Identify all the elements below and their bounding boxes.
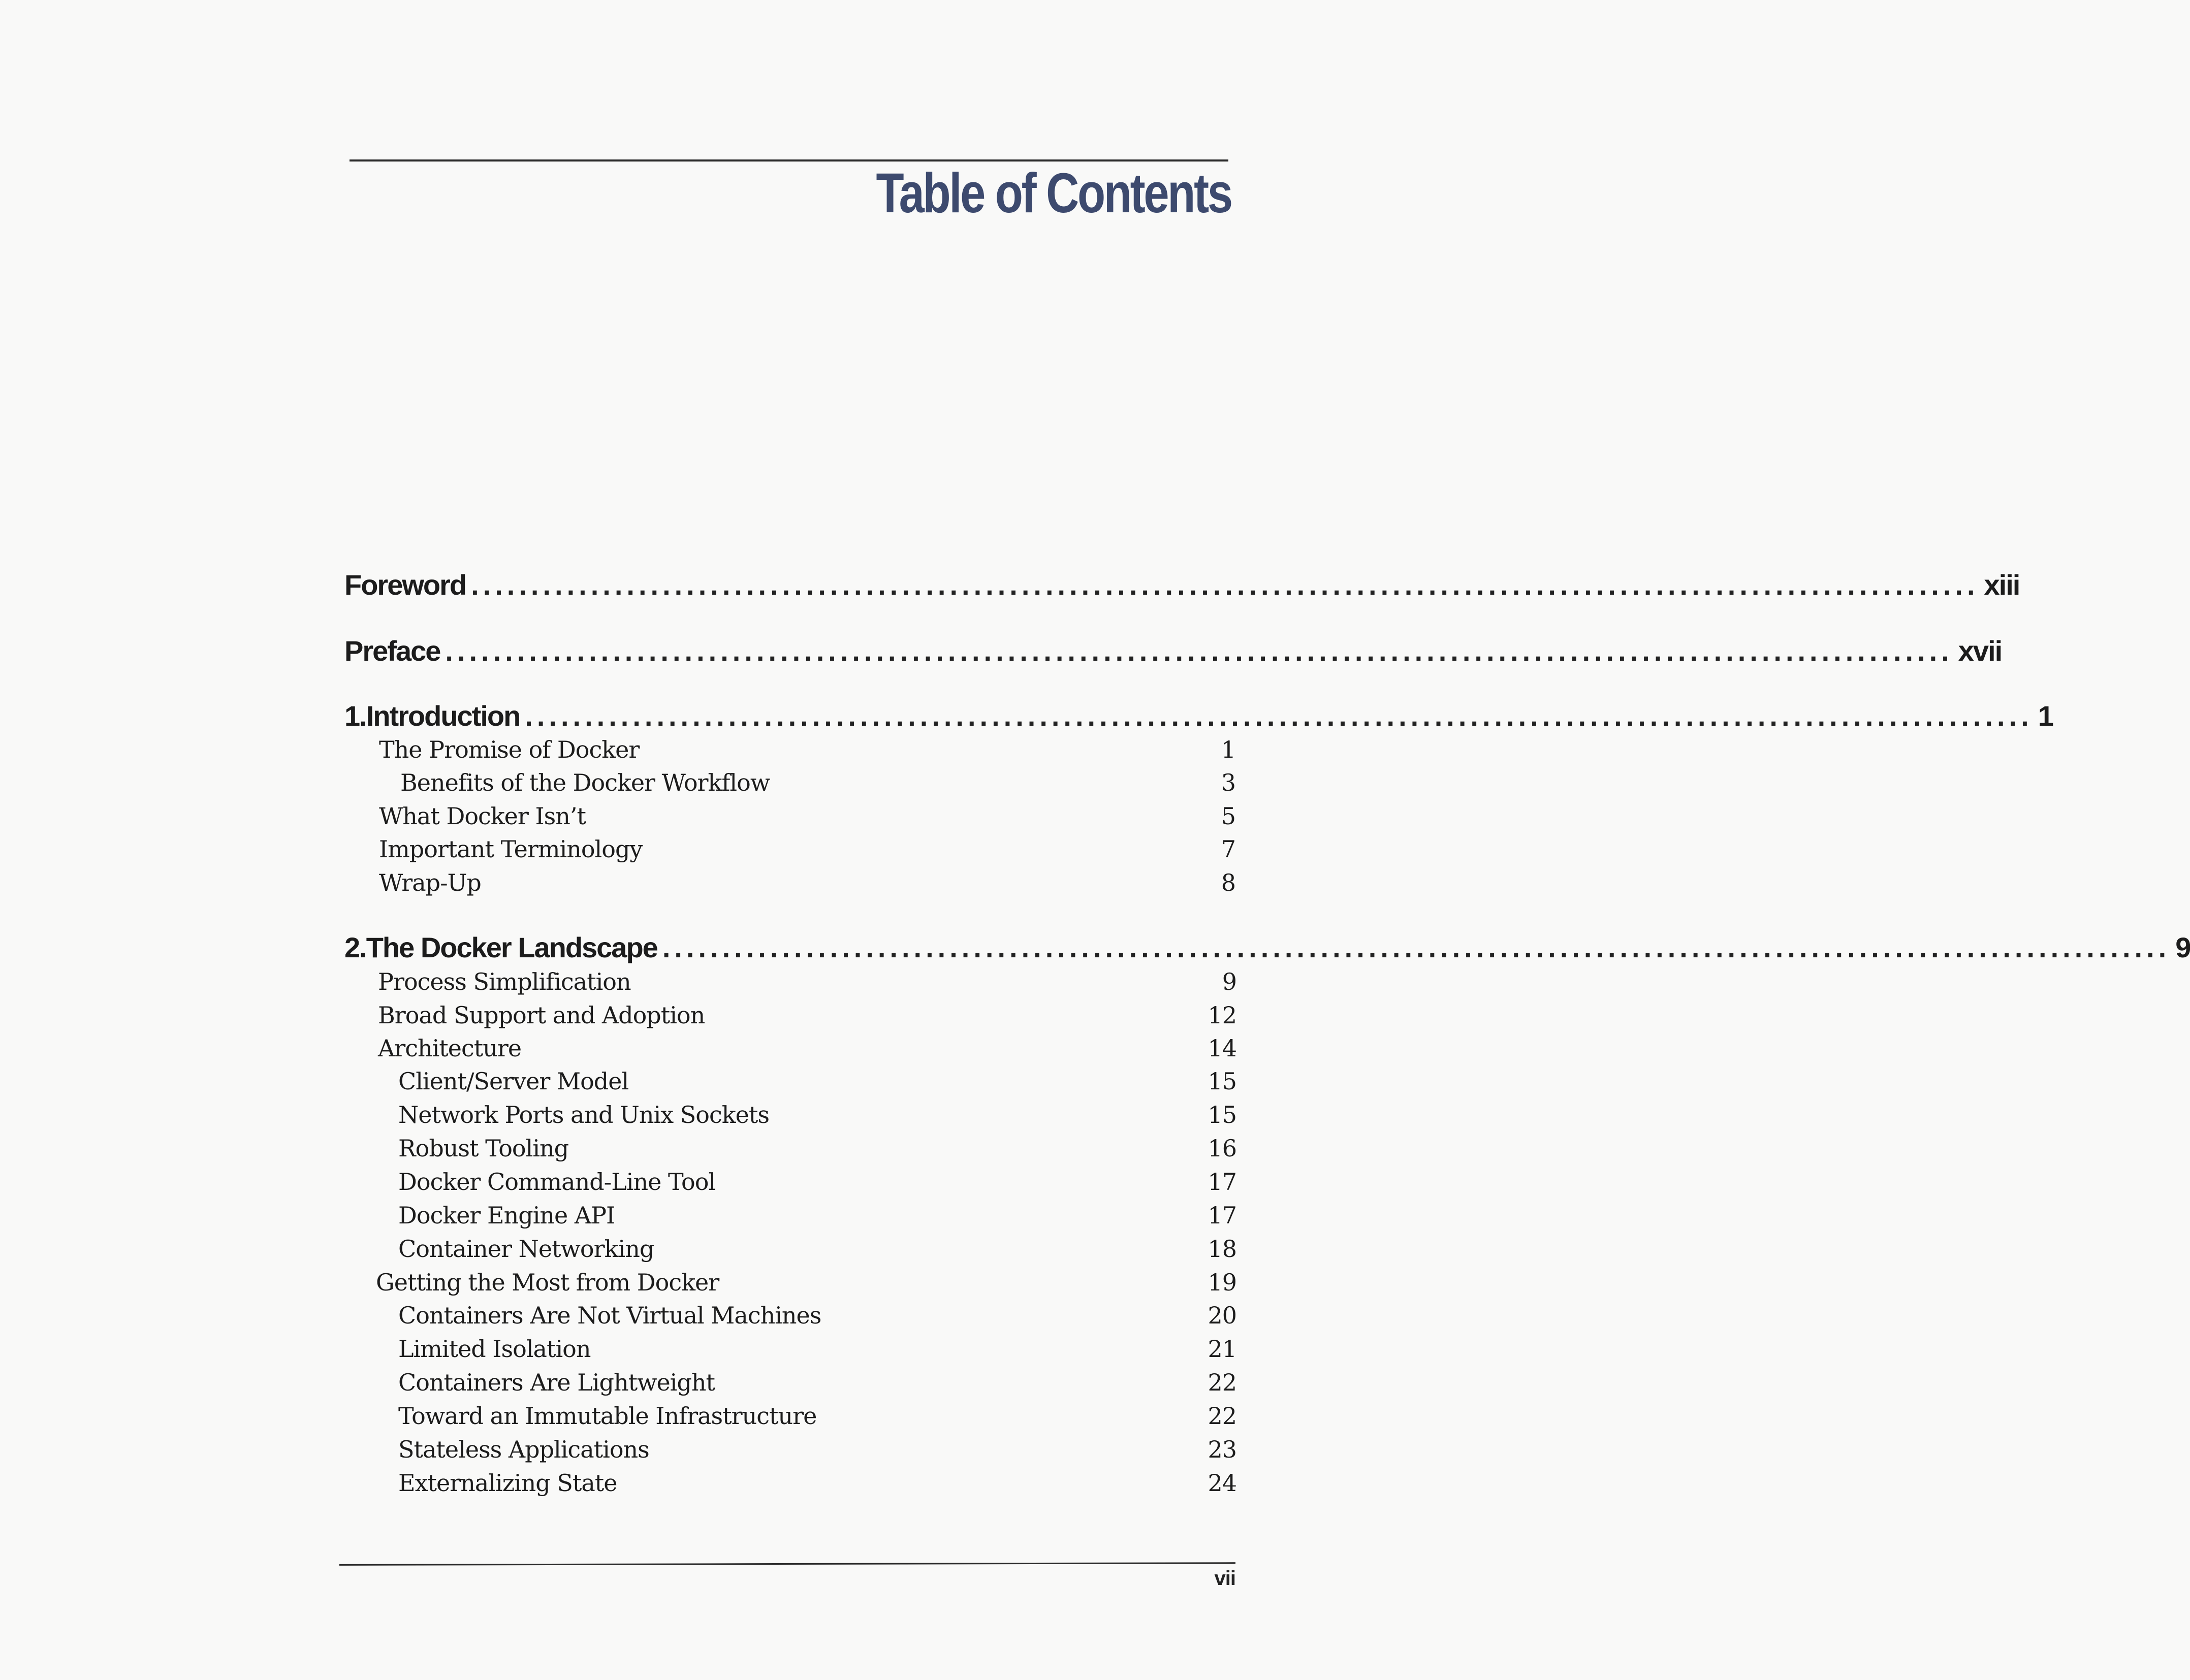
section-title: The Promise of Docker	[379, 736, 640, 763]
section-title: Robust Tooling	[398, 1135, 569, 1162]
toc-chapter-2[interactable]	[344, 929, 2190, 965]
entry-title: Preface	[344, 634, 440, 667]
dot-leader: ..............................................................................................................................	[662, 931, 2171, 963]
section-title: Getting the Most from Docker	[376, 1269, 719, 1296]
toc-subsection[interactable]	[398, 1398, 1236, 1434]
toc-chapter-1[interactable]	[344, 698, 2053, 733]
section-page: 18	[1208, 1235, 1236, 1263]
chapter-title: The Docker Landscape	[366, 931, 657, 963]
toc-subsection[interactable]	[398, 1298, 1236, 1333]
toc-section[interactable]	[378, 1030, 1236, 1066]
toc-subsection[interactable]	[398, 1365, 1236, 1400]
section-page: 16	[1208, 1135, 1236, 1162]
section-title: Docker Command-Line Tool	[398, 1168, 716, 1196]
chapter-number: 2.	[344, 931, 366, 963]
section-title: What Docker Isn’t	[379, 802, 586, 830]
chapter-page: 9	[2175, 931, 2190, 963]
section-page: 5	[1221, 802, 1235, 830]
chapter-number: 1.	[344, 699, 366, 732]
dot-leader: ..............................................................................................................................	[445, 634, 1953, 667]
section-page: 22	[1208, 1369, 1236, 1396]
toc-subsection[interactable]	[398, 1465, 1236, 1501]
section-page: 24	[1208, 1469, 1236, 1497]
section-page: 22	[1208, 1402, 1236, 1430]
entry-title: Foreword	[344, 568, 466, 601]
section-title: Externalizing State	[398, 1469, 617, 1497]
toc-subsection[interactable]	[398, 1198, 1236, 1233]
toc-subsection[interactable]	[398, 1164, 1236, 1200]
section-title: Network Ports and Unix Sockets	[398, 1101, 769, 1128]
toc-subsection[interactable]	[398, 1331, 1236, 1367]
section-page: 3	[1221, 769, 1235, 796]
toc-section[interactable]	[379, 831, 1235, 867]
section-page: 21	[1208, 1335, 1236, 1363]
section-title: Client/Server Model	[398, 1068, 629, 1095]
section-title: Toward an Immutable Infrastructure	[398, 1402, 817, 1430]
entry-page: xiii	[1984, 568, 2020, 601]
entry-page: xvii	[1958, 634, 2002, 667]
toc-entry-foreword[interactable]	[344, 567, 2020, 602]
chapter-page: 1	[2038, 699, 2053, 732]
section-page: 7	[1221, 835, 1235, 863]
toc-subsection[interactable]	[398, 1063, 1236, 1099]
section-page: 20	[1208, 1302, 1236, 1329]
section-page: 23	[1208, 1436, 1236, 1463]
toc-section[interactable]	[379, 865, 1235, 900]
toc-subsection[interactable]	[398, 1097, 1236, 1133]
toc-subsection[interactable]	[398, 1130, 1236, 1166]
toc-section[interactable]	[376, 1265, 1236, 1300]
section-title: Architecture	[378, 1035, 522, 1062]
page-folio: vii	[1214, 1567, 1235, 1590]
section-page: 15	[1208, 1101, 1236, 1128]
section-title: Broad Support and Adoption	[378, 1001, 705, 1029]
toc-subsection[interactable]	[398, 1231, 1236, 1267]
section-title: Limited Isolation	[398, 1335, 591, 1363]
page-title: Table of Contents	[876, 162, 1231, 224]
toc-section[interactable]	[378, 964, 1236, 999]
toc-section[interactable]	[379, 732, 1235, 767]
section-title: Stateless Applications	[398, 1436, 649, 1463]
section-page: 12	[1208, 1001, 1236, 1029]
section-title: Important Terminology	[379, 835, 643, 863]
toc-section[interactable]	[378, 997, 1236, 1033]
toc-subsection[interactable]	[398, 1432, 1236, 1467]
section-title: Benefits of the Docker Workflow	[400, 769, 770, 796]
toc-subsection[interactable]	[400, 765, 1235, 800]
section-page: 8	[1221, 869, 1235, 896]
dot-leader: ..............................................................................................................................	[471, 568, 1979, 601]
section-title: Container Networking	[398, 1235, 654, 1263]
section-page: 9	[1222, 968, 1236, 995]
section-page: 19	[1208, 1269, 1236, 1296]
section-title: Process Simplification	[378, 968, 631, 995]
section-page: 1	[1221, 736, 1235, 763]
toc-entry-preface[interactable]	[344, 633, 2002, 668]
section-page: 15	[1208, 1068, 1236, 1095]
section-page: 17	[1208, 1168, 1236, 1196]
chapter-title: Introduction	[366, 699, 520, 732]
section-title: Containers Are Not Virtual Machines	[398, 1302, 821, 1329]
section-title: Docker Engine API	[398, 1202, 615, 1229]
section-page: 14	[1208, 1035, 1236, 1062]
section-page: 17	[1208, 1202, 1236, 1229]
section-title: Containers Are Lightweight	[398, 1369, 715, 1396]
section-title: Wrap-Up	[379, 869, 481, 896]
dot-leader: ..............................................................................................................................	[525, 699, 2033, 732]
toc-section[interactable]	[379, 798, 1235, 834]
